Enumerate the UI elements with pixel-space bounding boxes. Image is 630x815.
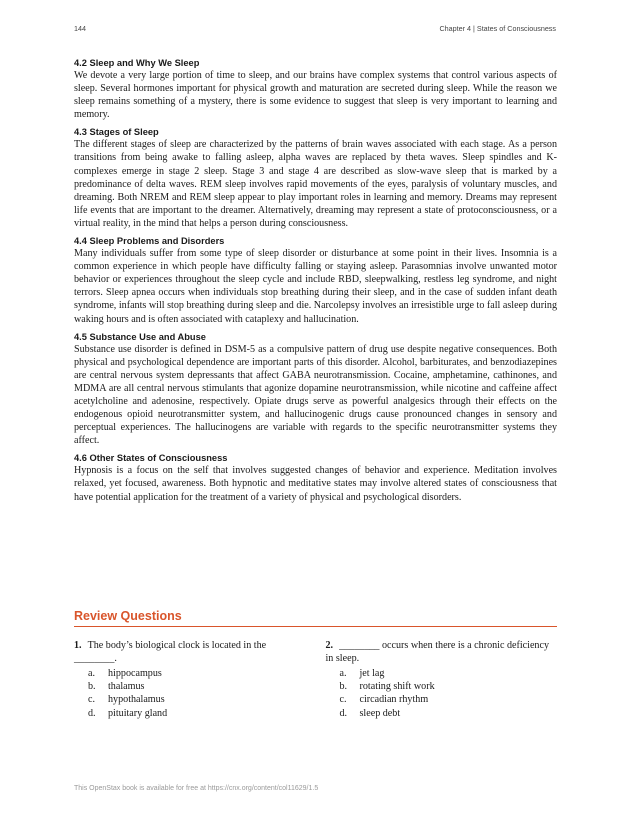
option-letter: b. bbox=[339, 681, 348, 693]
section-body: The different stages of sleep are characterized by the patterns of brain waves associated with each stage. As a person transitions from being awake to falling asleep, alpha waves are replaced by theta waves. Sleep spindles and K-complexes emerge in stage 2 sleep. Stage 3 and stage 4 are described as slow-wave sleep that is marked by a predominance of delta waves. REM sleep involves rapid movements of the eyes, paralysis of voluntary muscles, and dreaming. Both NREM and REM sleep appear to play important roles in learning and memory. Dreams may represent life events that are important to the dreamer. Alternatively, dreaming may represent a state of protoconsciousness, or a virtual reality, in the mind that helps a person during consciousness. bbox=[74, 139, 557, 229]
option-letter: c. bbox=[339, 694, 347, 706]
option-letter: c. bbox=[88, 694, 96, 706]
option-text: jet lag bbox=[359, 668, 385, 679]
page-header bbox=[74, 24, 556, 33]
section-body: Many individuals suffer from some type of sleep disorder or disturbance at some point in their lives. Insomnia is a common experience in which people have difficulty falling or staying asleep. Parasomnias involve unwanted motor behavior or experiences throughout the sleep cycle and include RBD, sleepwalking, restless leg syndrome, and night terrors. Sleep apnea occurs when individuals stop breathing during their sleep, and in the case of sudden infant death syndrome, infants will stop breathing during sleep and die. Narcolepsy involves an irresistible urge to fall asleep during waking hours and is often associated with cataplexy and hallucination. bbox=[74, 248, 557, 325]
review-questions bbox=[74, 609, 557, 720]
section-4-3 bbox=[74, 127, 557, 230]
section-4-6 bbox=[74, 453, 557, 503]
section-heading: 4.5 Substance Use and Abuse bbox=[74, 331, 206, 342]
section-heading: 4.6 Other States of Consciousness bbox=[74, 453, 228, 464]
question-number: 2. bbox=[325, 640, 334, 651]
option-text: rotating shift work bbox=[359, 681, 435, 693]
answer-options bbox=[74, 667, 306, 720]
question-text: The body’s biological clock is located in the ________. bbox=[74, 640, 267, 664]
option-text: circadian rhythm bbox=[359, 694, 429, 706]
option-letter: b. bbox=[88, 681, 96, 693]
section-heading: 4.2 Sleep and Why We Sleep bbox=[74, 58, 200, 68]
answer-option bbox=[88, 707, 306, 720]
answer-option bbox=[88, 667, 306, 680]
option-text: thalamus bbox=[108, 681, 145, 693]
option-letter: d. bbox=[88, 707, 96, 719]
option-text: hypothalamus bbox=[108, 694, 165, 706]
section-heading: 4.4 Sleep Problems and Disorders bbox=[74, 236, 225, 247]
option-letter: d. bbox=[339, 707, 348, 719]
option-text: pituitary gland bbox=[108, 707, 168, 719]
question-stem bbox=[326, 639, 558, 665]
answer-option bbox=[340, 667, 558, 680]
answer-option bbox=[340, 707, 558, 720]
option-letter: a. bbox=[88, 668, 96, 679]
section-body: Substance use disorder is defined in DSM-5 as a compulsive pattern of drug use despite negative consequences. Both physical and psychological dependence are important parts of this disorder. Alcohol, barbiturates, and benzodiazepines are central nervous system depressants that affect GABA neurotransmission. Cocaine, amphetamine, cathinones, and MDMA are all central nervous stimulants that agonize dopamine neurotransmission, while nicotine and caffeine affect acetylcholine and adenosine, respectively. Opiate drugs serve as powerful analgesics through their effects on the endogenous opioid neurotransmitter system, and hallucinogenic drugs cause pronounced changes in sensory and perceptual experiences. The hallucinogens are variable with regards to the specific neurotransmitter systems they affect. bbox=[74, 343, 557, 447]
section-4-4 bbox=[74, 236, 557, 326]
section-4-2 bbox=[74, 58, 557, 121]
section-4-5 bbox=[74, 332, 557, 448]
option-text: hippocampus bbox=[108, 668, 162, 679]
section-heading: 4.3 Stages of Sleep bbox=[74, 127, 159, 138]
question-1 bbox=[74, 639, 306, 720]
option-letter: a. bbox=[339, 668, 347, 679]
answer-option bbox=[88, 680, 306, 693]
answer-option bbox=[340, 680, 558, 693]
summary-content bbox=[74, 58, 557, 510]
answer-option bbox=[340, 693, 558, 706]
page-footer: This OpenStax book is available for free at https://cnx.org/content/col11629/1.5 bbox=[74, 785, 319, 792]
answer-options bbox=[326, 667, 558, 720]
chapter-title: Chapter 4 | States of Consciousness bbox=[439, 24, 556, 33]
question-text: ________ occurs when there is a chronic deficiency in sleep. bbox=[325, 640, 550, 664]
question-2 bbox=[326, 639, 558, 720]
answer-option bbox=[88, 693, 306, 706]
section-body: Hypnosis is a focus on the self that involves suggested changes of behavior and experience. Meditation involves relaxed, yet focused, awareness. Both hypnotic and meditative states may involve altered states of consciousness that have potential application for the treatment of a variety of physical and psychological disorders. bbox=[74, 465, 557, 503]
review-title: Review Questions bbox=[74, 609, 557, 627]
option-text: sleep debt bbox=[359, 707, 401, 719]
question-number: 1. bbox=[74, 640, 82, 651]
page-number: 144 bbox=[74, 24, 86, 33]
question-list bbox=[74, 639, 557, 720]
section-body: We devote a very large portion of time to sleep, and our brains have complex systems that control various aspects of sleep. Several hormones important for physical growth and maturation are secreted during sleep. While the reason we sleep remains something of a mystery, there is some evidence to suggest that sleep is very important to learning and memory. bbox=[74, 70, 557, 121]
question-stem bbox=[74, 639, 306, 665]
